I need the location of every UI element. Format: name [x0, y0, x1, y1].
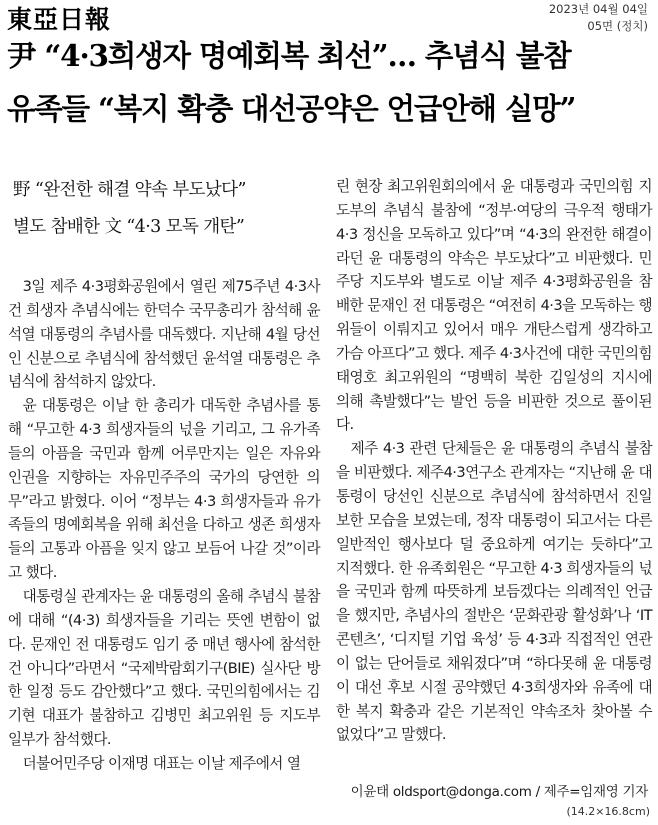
headline-line-1: 尹 “4·3희생자 명예회복 최선”… 추념식 불참	[7, 38, 571, 73]
article-paragraph: 린 현장 최고위원회의에서 윤 대통령과 국민의힘 지도부의 추념식 불참에 “정부·여당의 극우적 행태가 4·3 정신을 모독하고 있다”며 “4·3의 완전한 해결이라던 윤 대통령의 약속은 부도났다”고 비판했다. 민주당 지도부와 별도로 이날 제주 4·3평화공원을 참배한 문재인 전 대통령은 “여전히 4·3을 모독하는 행위들이 이뤄지고 있어서 매우 개탄스럽게 생각하고 가슴 아프다”고 했다. 제주 4·3사건에 대한 국민의힘 태영호 최고위원의 “명백히 북한 김일성의 지시에 의해 촉발했다”는 발언 등을 비판한 것으로 풀이된다.	[336, 178, 652, 434]
subheadline-1: 野 “완전한 해결 약속 부도났다”	[13, 180, 246, 200]
article-paragraph: 더불어민주당 이재명 대표는 이날 제주에서 열	[22, 754, 301, 772]
subheadline-2: 별도 참배한 文 “4·3 모독 개탄”	[13, 217, 245, 237]
article-paragraph: 제주 4·3 관련 단체들은 윤 대통령의 추념식 불참을 비판했다. 제주4·3연구소 관계자는 “지난해 윤 대통령이 당선인 신분으로 추념식에 참석하면서 진일보한 모습을 보였는데, 정작 대통령이 되고서는 다른 일반적인 행사보다 덜 중요하게 여기는 듯하다”고 지적했다. 한 유족회원은 “무고한 4·3 희생자들의 넋을 국민과 함께 따뜻하게 보듬겠다는 의례적인 언급을 했지만, 추념사의 절반은 ‘문화관광 활성화’나 ‘IT 콘텐츠’, ‘디지털 기업 육성’ 등 4·3과 직접적인 연관이 없는 단어들로 채워졌다”며 “하다못해 윤 대통령이 대선 후보 시절 공약했던 4·3희생자와 유족에 대한 복지 확충과 같은 기본적인 약속조차 찾아볼 수 없었다”고 말했다.	[336, 440, 652, 744]
byline: 이윤태 oldsport@donga.com / 제주=임재영 기자	[350, 784, 648, 800]
article-column-left	[8, 275, 320, 776]
issue-date: 2023년 04월 04일	[548, 2, 648, 16]
article-column-right	[336, 175, 652, 747]
issue-meta	[549, 1, 648, 35]
clipping-size-note: (14.2×16.8cm)	[566, 805, 650, 818]
article-paragraph: 대통령실 관계자는 윤 대통령의 올해 추념식 불참에 대해 “(4·3) 희생자들을 기리는 뜻엔 변함이 없다. 문재인 전 대통령도 임기 중 매년 행사에 참석한 건 아니다”라면서 “국제박람회기구(BIE) 실사단 방한 일정 등도 감안했다”고 했다. 국민의힘에서는 김기현 대표가 불참하고 김병민 최고위원 등 지도부 일부가 참석했다.	[8, 587, 320, 749]
article-paragraph: 3일 제주 4·3평화공원에서 열린 제75주년 4·3사건 희생자 추념식에는 한덕수 국무총리가 참석해 윤석열 대통령의 추념사를 대독했다. 지난해 4월 당선인 신분으로 추념식에 참석했던 윤석열 대통령은 추념식에 참석하지 않았다.	[8, 278, 320, 391]
newspaper-masthead: 東亞日報	[7, 5, 112, 34]
issue-page: 05면 (정치)	[587, 19, 648, 33]
article-paragraph: 윤 대통령은 이날 한 총리가 대독한 추념사를 통해 “무고한 4·3 희생자들의 넋을 기리고, 그 유가족들의 아픔을 국민과 함께 어루만지는 일은 자유와 인권을 지향하는 자유민주주의 국가의 당연한 의무”라고 밝혔다. 이어 “정부는 4·3 희생자들과 유가족들의 명예회복을 위해 최선을 다하고 생존 희생자들의 고통과 아픔을 잊지 않고 보듬어 나갈 것”이라고 했다.	[8, 397, 320, 582]
headline-line-2: 유족들 “복지 확충 대선공약은 언급안해 실망”	[7, 91, 576, 126]
